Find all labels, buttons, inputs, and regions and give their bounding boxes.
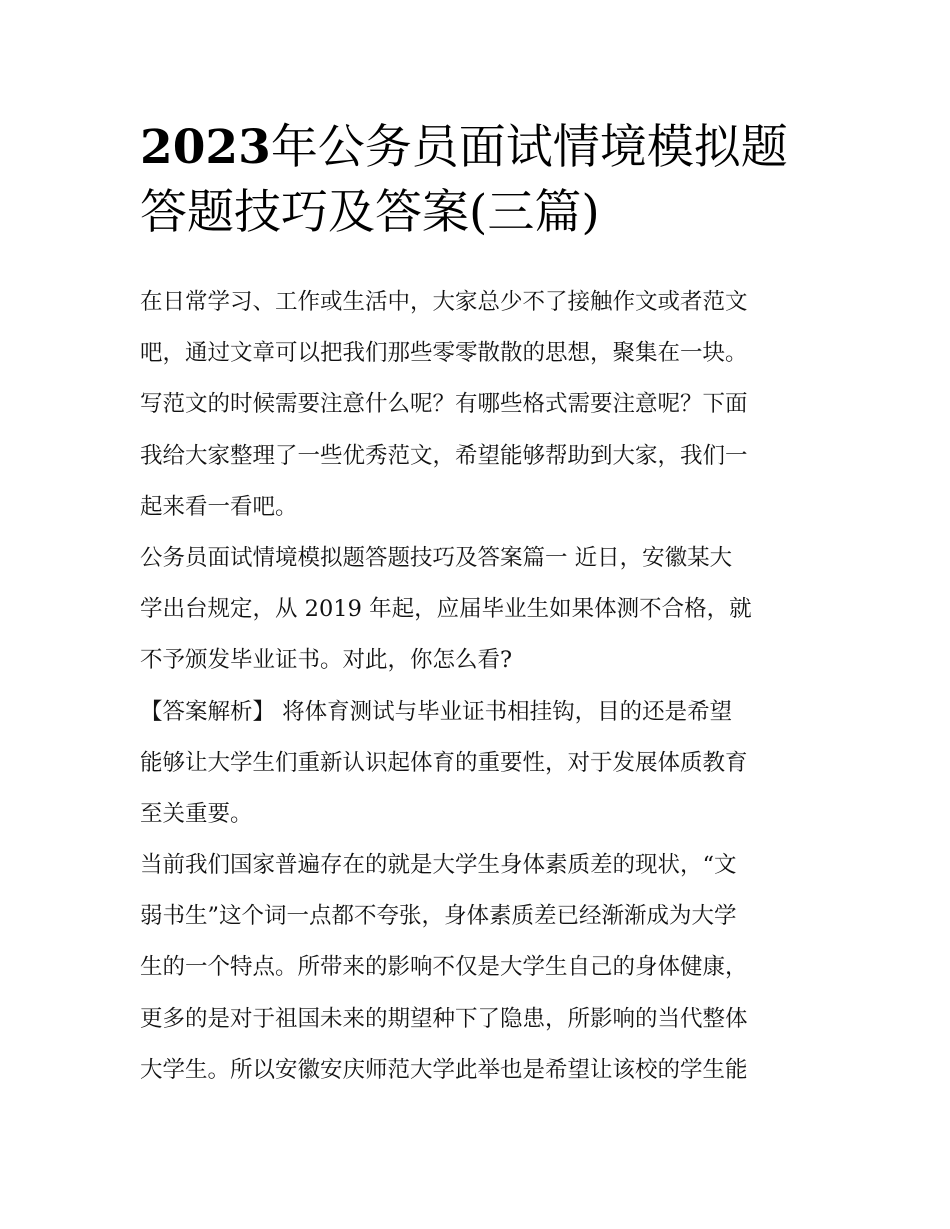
body-line: 弱书生”这个词一点都不夸张，身体素质差已经渐渐成为大学 xyxy=(140,903,737,930)
body-line: 吧，通过文章可以把我们那些零零散散的思想，聚集在一块。 xyxy=(140,340,748,367)
title-line-2 xyxy=(140,180,820,245)
title-text-1: 年公务员面试情境模拟题 xyxy=(270,120,788,175)
body-line: 公务员面试情境模拟题答题技巧及答案篇一 近日，安徽某大 xyxy=(140,544,733,571)
title-line-1 xyxy=(140,115,820,180)
body-line: 写范文的时候需要注意什么呢？有哪些格式需要注意呢？下面 xyxy=(140,391,748,418)
body-line: 至关重要。 xyxy=(140,800,253,827)
body-line: 生的一个特点。所带来的影响不仅是大学生自己的身体健康， xyxy=(140,954,748,981)
body-line: 起来看一看吧。 xyxy=(140,493,298,520)
body-line: 更多的是对于祖国未来的期望种下了隐患，所影响的当代整体 xyxy=(140,1005,748,1032)
body-line: 在日常学习、工作或生活中，大家总少不了接触作文或者范文 xyxy=(140,289,748,315)
title-text-2: 答题技巧及答案(三篇) xyxy=(140,185,600,240)
document-title xyxy=(140,115,820,245)
document-body xyxy=(140,277,820,1096)
body-line: 当前我们国家普遍存在的就是大学生身体素质差的现状，“文 xyxy=(140,852,737,879)
body-line: 我给大家整理了一些优秀范文，希望能够帮助到大家，我们一 xyxy=(140,442,748,469)
title-year: 2023 xyxy=(140,120,271,175)
body-line: 能够让大学生们重新认识起体育的重要性，对于发展体质教育 xyxy=(140,749,748,776)
body-line: 【答案解析】 将体育测试与毕业证书相挂钩，目的还是希望 xyxy=(140,698,733,725)
body-line: 学出台规定，从 2019 年起，应届毕业生如果体测不合格，就 xyxy=(140,596,752,623)
body-line: 不予颁发毕业证书。对此，你怎么看? xyxy=(140,647,513,674)
body-line: 大学生。所以安徽安庆师范大学此举也是希望让该校的学生能 xyxy=(140,1056,748,1083)
